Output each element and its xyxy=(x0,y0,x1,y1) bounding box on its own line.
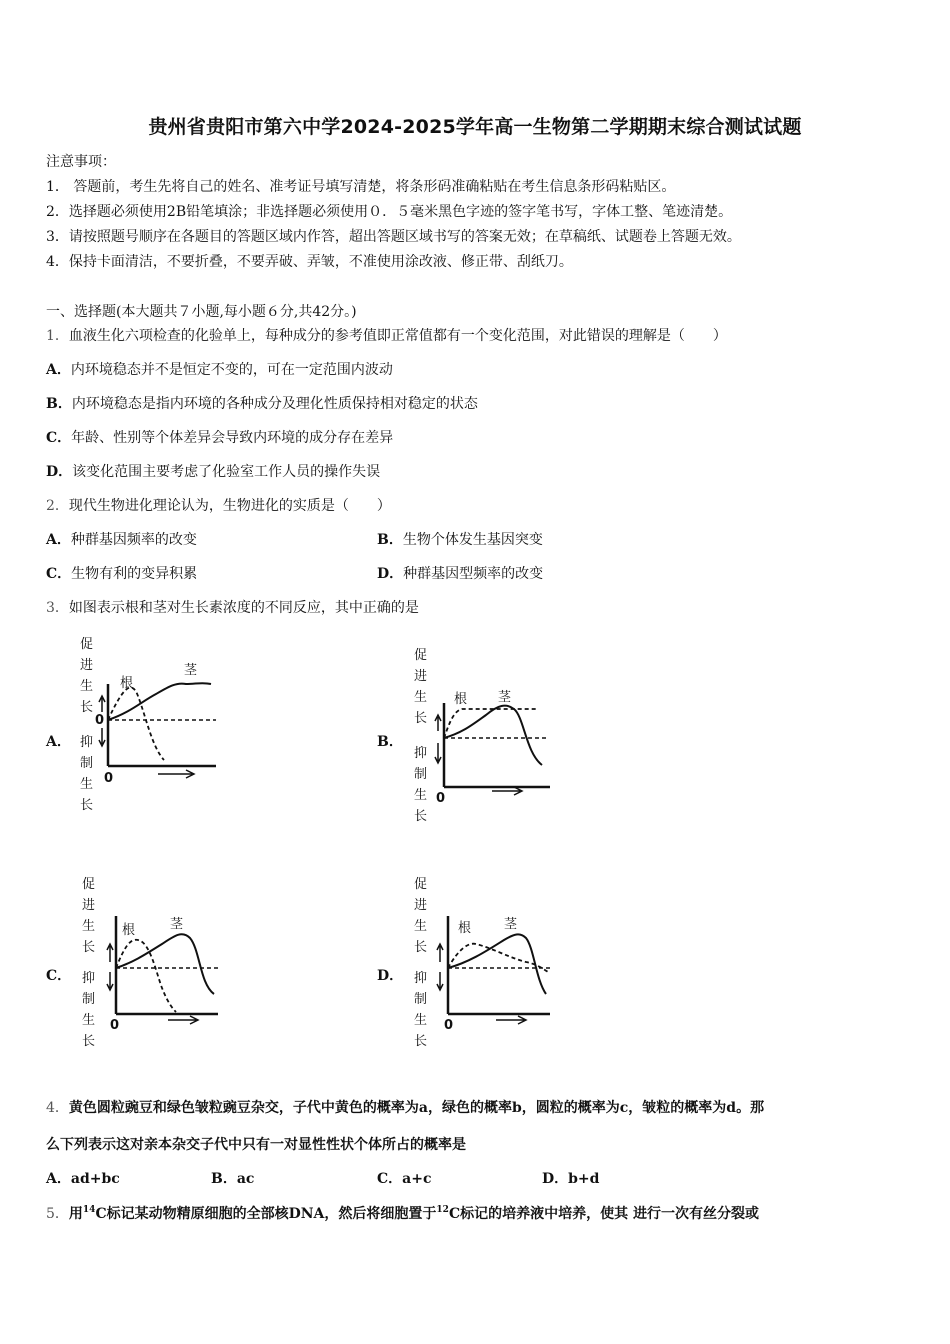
axis-label-char: 长 xyxy=(80,798,94,813)
stem-label: 茎 xyxy=(498,690,512,705)
axis-label-char: 制 xyxy=(414,767,428,782)
notice-item-3: 3．请按照题号顺序在各题目的答题区域内作答，超出答题区域书写的答案无效；在草稿纸、试题卷上答题无效。 xyxy=(46,229,741,245)
axis-label-char: 生 xyxy=(80,679,94,694)
question-4-continued: 么下列表示这对亲本杂交子代中只有一对显性性状个体所占的概率是 xyxy=(46,1137,466,1153)
section-heading: 一、选择题(本大题共７小题,每小题６分,共42分。) xyxy=(46,304,357,320)
right-arrow-icon xyxy=(158,770,194,778)
right-arrow-icon xyxy=(168,1016,198,1024)
question-stem-line1: 黄色圆粒豌豆和绿色皱粒豌豆杂交，子代中黄色的概率为a，绿色的概率b，圆粒的概率为c，皱粒的概率为d。那 xyxy=(68,1100,765,1116)
root-label: 根 xyxy=(122,923,136,938)
option-text: 种群基因型频率的改变 xyxy=(403,566,544,582)
q1-option-a xyxy=(46,360,393,380)
axis-label-char: 制 xyxy=(82,992,96,1007)
axis-label-char: 长 xyxy=(82,940,96,955)
q2-option-d xyxy=(377,564,543,584)
question-number: 2． xyxy=(46,498,69,514)
question-number: 1． xyxy=(46,328,69,344)
up-arrow-icon xyxy=(107,944,113,962)
x-zero: 0 xyxy=(436,791,446,806)
axis-label-char: 制 xyxy=(414,992,428,1007)
isotope-superscript: 14 xyxy=(82,1205,96,1215)
axis-label-char: 长 xyxy=(414,940,428,955)
q1-option-d xyxy=(46,462,380,482)
axis-label-char: 生 xyxy=(414,919,428,934)
question-5 xyxy=(46,1204,759,1224)
up-arrow-icon xyxy=(435,715,441,731)
down-arrow-icon xyxy=(435,743,441,763)
axis-label-char: 抑 xyxy=(80,735,94,750)
stem-label: 茎 xyxy=(184,663,198,678)
q2-option-a xyxy=(46,530,197,550)
option-text: 种群基因频率的改变 xyxy=(70,532,197,548)
axis-label-char: 进 xyxy=(82,898,96,913)
q2-option-b xyxy=(377,530,543,550)
option-letter: D． xyxy=(377,566,404,582)
axis-label-char: 抑 xyxy=(414,746,428,761)
question-3 xyxy=(46,598,419,618)
q4-option-a xyxy=(46,1169,120,1189)
question-number: 5． xyxy=(46,1206,69,1222)
q3-option-b-letter: B． xyxy=(377,734,403,750)
isotope-superscript: 12 xyxy=(436,1205,449,1215)
notice-heading: 注意事项： xyxy=(46,154,116,170)
option-letter: A． xyxy=(46,362,71,378)
root-curve xyxy=(116,940,176,1012)
q1-option-c xyxy=(46,428,393,448)
q4-option-c xyxy=(377,1169,431,1189)
stem-curve xyxy=(444,706,542,765)
stem-curve xyxy=(448,934,546,994)
up-arrow-icon xyxy=(437,944,443,962)
stem-label: 茎 xyxy=(170,917,184,932)
question-text: 用 xyxy=(68,1206,83,1222)
axis-label-char: 抑 xyxy=(414,971,428,986)
axis-label-char: 促 xyxy=(414,877,428,892)
root-curve xyxy=(108,688,164,760)
option-text: 年龄、性别等个体差异会导致内环境的成分存在差异 xyxy=(71,430,394,446)
question-number: 4． xyxy=(46,1100,69,1116)
q4-option-b xyxy=(211,1169,254,1189)
graph-c xyxy=(76,872,256,1062)
notice-item-2: 2．选择题必须使用2B铅笔填涂；非选择题必须使用０．５毫米黑色字迹的签字笔书写，字体工整、笔迹清楚。 xyxy=(46,204,733,220)
graph-a xyxy=(76,632,256,822)
q2-option-c xyxy=(46,564,197,584)
stem-label: 茎 xyxy=(504,917,518,932)
down-arrow-icon xyxy=(107,972,113,990)
down-arrow-icon xyxy=(437,972,443,990)
x-zero: 0 xyxy=(444,1018,454,1033)
q4-option-d xyxy=(542,1169,599,1189)
axis-label-char: 长 xyxy=(80,700,94,715)
option-text: ad+bc xyxy=(70,1171,120,1187)
axis-label-char: 生 xyxy=(414,690,428,705)
option-text: 内环境稳态是指内环境的各种成分及理化性质保持相对稳定的状态 xyxy=(71,396,478,412)
notice-item-1: 1． 答题前，考生先将自己的姓名、准考证号填写清楚，将条形码准确粘贴在考生信息条形码粘贴区。 xyxy=(46,179,676,195)
option-letter: C． xyxy=(46,566,72,582)
option-letter: B． xyxy=(46,396,72,412)
option-letter: B． xyxy=(211,1171,237,1187)
down-arrow-icon xyxy=(99,728,105,746)
q3-option-a-letter: A． xyxy=(46,734,71,750)
graph-c-svg xyxy=(76,872,256,1062)
page-title: 贵州省贵阳市第六中学2024-2025学年高一生物第二学期期末综合测试试题 xyxy=(148,116,802,138)
axis-label-char: 抑 xyxy=(82,971,96,986)
option-text: a+c xyxy=(402,1171,432,1187)
axis-label-char: 长 xyxy=(414,711,428,726)
axis-label-char: 生 xyxy=(80,777,94,792)
q3-option-c-letter: C． xyxy=(46,968,72,984)
option-text: ac xyxy=(236,1171,255,1187)
graph-d xyxy=(410,872,590,1062)
question-number: 3． xyxy=(46,600,69,616)
axis-label-char: 长 xyxy=(82,1034,96,1049)
option-text: b+d xyxy=(568,1171,600,1187)
graph-a-svg xyxy=(76,632,256,822)
option-text: 该变化范围主要考虑了化验室工作人员的操作失误 xyxy=(72,464,381,480)
root-label: 根 xyxy=(454,692,468,707)
option-letter: D． xyxy=(542,1171,569,1187)
axis-label-char: 进 xyxy=(414,669,428,684)
axis-label-char: 制 xyxy=(80,756,94,771)
graph-b-svg xyxy=(410,643,590,833)
origin-zero: 0 xyxy=(95,713,105,728)
option-text: 生物有利的变异积累 xyxy=(71,566,198,582)
up-arrow-icon xyxy=(99,696,105,712)
axis-label-char: 进 xyxy=(80,658,94,673)
axis-label-char: 生 xyxy=(414,788,428,803)
option-letter: C． xyxy=(377,1171,403,1187)
option-letter: B． xyxy=(377,532,403,548)
notice-item-4: 4．保持卡面清洁，不要折叠，不要弄破、弄皱，不准使用涂改液、修正带、刮纸刀。 xyxy=(46,254,573,270)
option-letter: A． xyxy=(46,532,71,548)
graph-d-svg xyxy=(410,872,590,1062)
question-text: C标记某动物精原细胞的全部核DNA，然后将细胞置于 xyxy=(95,1206,437,1222)
option-letter: C． xyxy=(46,430,72,446)
x-zero: 0 xyxy=(104,771,114,786)
right-arrow-icon xyxy=(496,1016,526,1024)
axis-label-char: 促 xyxy=(80,637,94,652)
stem-curve xyxy=(116,934,214,994)
option-letter: A． xyxy=(46,1171,71,1187)
axis-label-char: 促 xyxy=(82,877,96,892)
option-letter: D． xyxy=(46,464,73,480)
option-text: 生物个体发生基因突变 xyxy=(402,532,543,548)
axis-label-char: 生 xyxy=(82,919,96,934)
question-stem: 现代生物进化理论认为，生物进化的实质是（ ） xyxy=(68,498,391,514)
axis-label-char: 长 xyxy=(414,809,428,824)
axis-label-char: 生 xyxy=(82,1013,96,1028)
x-zero: 0 xyxy=(110,1018,120,1033)
root-label: 根 xyxy=(458,921,472,936)
question-1 xyxy=(46,326,727,346)
axis-label-char: 生 xyxy=(414,1013,428,1028)
axis-label-char: 进 xyxy=(414,898,428,913)
root-label: 根 xyxy=(120,676,134,691)
question-text: C标记的培养液中培养，使其 进行一次有丝分裂或 xyxy=(448,1206,759,1222)
axis-label-char: 长 xyxy=(414,1034,428,1049)
option-text: 内环境稳态并不是恒定不变的，可在一定范围内波动 xyxy=(70,362,393,378)
axis-label-char: 促 xyxy=(414,648,428,663)
graph-b xyxy=(410,643,590,833)
q1-option-b xyxy=(46,394,478,414)
question-2 xyxy=(46,496,391,516)
question-stem: 血液生化六项检查的化验单上，每种成分的参考值即正常值都有一个变化范围，对此错误的理解是（ ） xyxy=(68,328,727,344)
question-4 xyxy=(46,1098,764,1118)
question-stem: 如图表示根和茎对生长素浓度的不同反应，其中正确的是 xyxy=(68,600,419,616)
q3-option-d-letter: D． xyxy=(377,968,404,984)
